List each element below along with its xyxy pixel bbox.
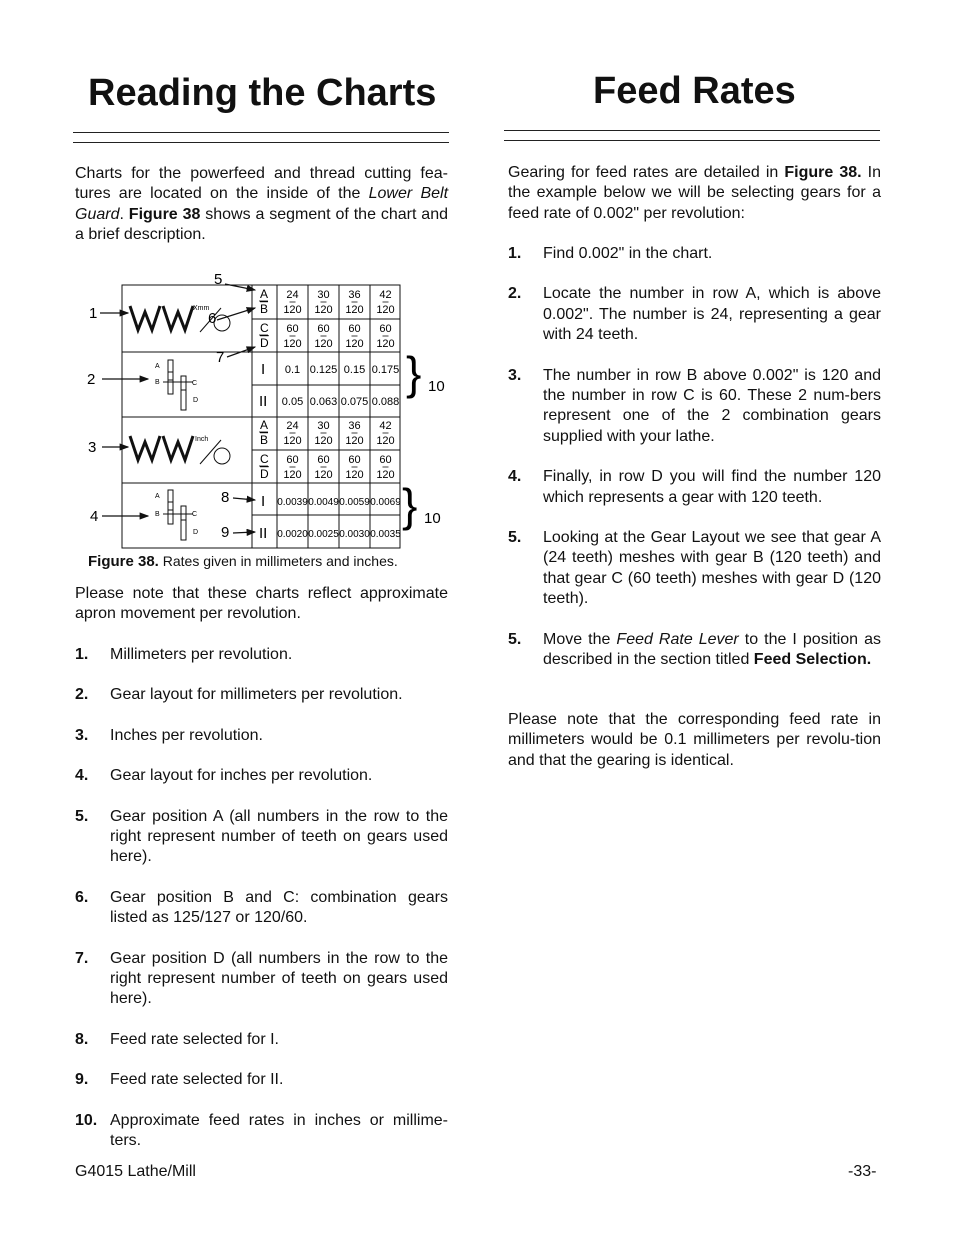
list-item: 6. Gear position B and C: combination gears listed as 125/127 or 120/60.: [75, 888, 448, 927]
in-ab-cell-top: 24: [286, 420, 299, 432]
callout-10a: 10: [428, 378, 445, 395]
svg-text:B: B: [155, 379, 160, 386]
in-cd-cell-top: 60: [286, 454, 299, 466]
callout-8: 8: [221, 489, 230, 506]
thread-gear-icon-inch: [130, 436, 193, 460]
mm-cd-cell-bottom: 120: [376, 338, 395, 350]
list-item: 4. Gear layout for inches per revolution.: [75, 767, 373, 785]
in-rate-I: 0.0049: [308, 497, 339, 508]
callout-4: 4: [90, 508, 99, 525]
in-cd-cell-top: 60: [348, 454, 361, 466]
mm-ab-cell-top: 24: [286, 289, 299, 301]
mm-ab-cell-top: 30: [317, 289, 330, 301]
in-rate-II: 0.0020: [277, 529, 308, 540]
figure-caption: Figure 38. Rates given in millimeters and inches.: [88, 553, 398, 570]
list-item: 2. Locate the number in row A, which is above 0.002". The number is 24, representing a gear with 24 teeth.: [508, 285, 881, 344]
left-title: Reading the Charts: [88, 72, 437, 114]
mm-rate-I: 0.175: [371, 364, 400, 376]
svg-text:C: C: [260, 321, 269, 335]
in-cd-cell-top: 60: [317, 454, 330, 466]
in-rate-II: 0.0030: [339, 529, 370, 540]
svg-text:D: D: [260, 336, 269, 350]
callout-1: 1: [89, 305, 98, 322]
svg-text:D: D: [193, 397, 199, 404]
in-rate-II: 0.0025: [308, 529, 339, 540]
left-title-rule: [73, 132, 449, 133]
right-intro: Gearing for feed rates are detailed in Figure 38. In the example below we will be selecting gears for a feed rate of 0.002" per revolution:: [508, 164, 882, 222]
in-ab-cell-top: 30: [317, 420, 330, 432]
xmm-label: Xmm: [193, 305, 210, 312]
in-ab-cell-bottom: 120: [345, 435, 364, 447]
mm-cd-cell-top: 60: [348, 323, 361, 335]
right-closing: Please note that the corresponding feed rate in millimeters would be 0.1 millimeters per revolu-tion and that the gearing is identical.: [508, 711, 881, 769]
mm-rate-I: 0.1: [284, 364, 301, 376]
left-intro: Charts for the powerfeed and thread cutting fea-tures are located on the inside of the Lower Belt Guard. Figure 38 shows a segment of the chart and a brief description.: [75, 165, 449, 244]
svg-text:A: A: [260, 418, 269, 432]
mm-ab-cell-bottom: 120: [314, 304, 333, 316]
list-item: 10. Approximate feed rates in inches or millime-ters.: [75, 1111, 448, 1150]
svg-text:C: C: [192, 380, 198, 387]
list-item: 1. Millimeters per revolution.: [75, 646, 293, 663]
list-item: 4. Finally, in row D you will find the number 120 which represents a gear with 120 teeth.: [508, 468, 881, 506]
callout-6: 6: [208, 310, 217, 327]
footer-left: G4015 Lathe/Mill: [75, 1163, 196, 1180]
svg-text:I: I: [261, 493, 266, 510]
mm-ab-cell-top: 42: [379, 289, 392, 301]
svg-text:I: I: [261, 361, 266, 378]
in-rate-I: 0.0059: [339, 497, 370, 508]
svg-text:A: A: [260, 287, 269, 301]
svg-text:C: C: [192, 511, 198, 518]
in-rate-I: 0.0039: [277, 497, 308, 508]
svg-text:A: A: [155, 493, 160, 500]
in-ab-cell-bottom: 120: [283, 435, 302, 447]
callout-5: 5: [214, 271, 223, 288]
list-item: 5. Move the Feed Rate Lever to the I position as described in the section titled Feed Selection.: [508, 630, 881, 669]
left-note: Please note that these charts reflect approximate apron movement per revolution.: [75, 585, 448, 623]
svg-text:II: II: [259, 525, 268, 542]
callout-10b: 10: [424, 510, 441, 527]
mm-ab-cell-bottom: 120: [376, 304, 395, 316]
mm-cd-cell-bottom: 120: [314, 338, 333, 350]
callout-7: 7: [216, 349, 225, 366]
svg-text:A: A: [155, 363, 160, 370]
list-item: 3. Inches per revolution.: [75, 726, 263, 744]
mm-cd-cell-bottom: 120: [283, 338, 302, 350]
svg-text:B: B: [260, 302, 269, 316]
right-list: [508, 244, 881, 691]
mm-cd-cell-top: 60: [379, 323, 392, 335]
callout-9: 9: [221, 524, 230, 541]
right-title-rule: [504, 130, 880, 131]
in-ab-cell-top: 36: [348, 420, 361, 432]
svg-text:B: B: [155, 511, 160, 518]
svg-text:}: }: [402, 479, 418, 531]
mm-cd-cell-bottom: 120: [345, 338, 364, 350]
mm-rate-II: 0.063: [309, 396, 338, 408]
right-title: Feed Rates: [593, 70, 796, 112]
mm-rate-II: 0.088: [371, 396, 400, 408]
mm-rate-I: 0.125: [309, 364, 338, 376]
list-item: 5. Looking at the Gear Layout we see that gear A (24 teeth) meshes with gear B (120 teeth) and that gear C (60 teeth) meshes with gear D (120 teeth).: [508, 529, 881, 608]
in-ab-cell-top: 42: [379, 420, 392, 432]
in-cd-cell-bottom: 120: [314, 469, 333, 481]
thread-gear-icon: [130, 306, 193, 330]
in-cd-cell-top: 60: [379, 454, 392, 466]
page-number: -33-: [848, 1163, 877, 1180]
svg-text:}: }: [406, 347, 422, 399]
in-ab-cell-bottom: 120: [376, 435, 395, 447]
svg-text:II: II: [259, 393, 268, 410]
mm-ab-cell-top: 36: [348, 289, 361, 301]
list-item: 8. Feed rate selected for I.: [75, 1030, 279, 1048]
in-rate-I: 0.0069: [370, 497, 401, 508]
list-item: 7. Gear position D (all numbers in the row to the right represent number of teeth on gears used here).: [75, 949, 448, 1008]
in-cd-cell-bottom: 120: [345, 469, 364, 481]
svg-text:D: D: [193, 529, 199, 536]
callout-3: 3: [88, 439, 97, 456]
in-rate-II: 0.0035: [370, 529, 401, 540]
svg-text:B: B: [260, 433, 269, 447]
callout-2: 2: [87, 371, 96, 388]
mm-cd-cell-top: 60: [317, 323, 330, 335]
left-title-rule-2: [73, 142, 449, 143]
list-item: 3. The number in row B above 0.002" is 120 and the number in row C is 60. These 2 num-bers represent one of the 2 combination gears supplied with your lathe.: [508, 366, 881, 445]
mm-rate-II: 0.075: [340, 396, 369, 408]
mm-rate-I: 0.15: [343, 364, 366, 376]
list-item: 5. Gear position A (all numbers in the row to the right represent number of teeth on gears used here).: [75, 807, 448, 866]
list-item: 2. Gear layout for millimeters per revolution.: [75, 686, 403, 704]
mm-ab-cell-bottom: 120: [345, 304, 364, 316]
in-cd-cell-bottom: 120: [376, 469, 395, 481]
figure-38-chart: [75, 268, 450, 553]
in-cd-cell-bottom: 120: [283, 469, 302, 481]
svg-text:C: C: [260, 452, 269, 466]
svg-text:D: D: [260, 467, 269, 481]
mm-cd-cell-top: 60: [286, 323, 299, 335]
in-ab-cell-bottom: 120: [314, 435, 333, 447]
mm-rate-II: 0.05: [281, 396, 304, 408]
right-title-rule-2: [504, 140, 880, 141]
inch-label: Inch: [195, 436, 209, 443]
list-item: 9. Feed rate selected for II.: [75, 1071, 284, 1089]
mm-ab-cell-bottom: 120: [283, 304, 302, 316]
left-list: [75, 645, 448, 1152]
list-item: 1. Find 0.002" in the chart.: [508, 245, 713, 262]
